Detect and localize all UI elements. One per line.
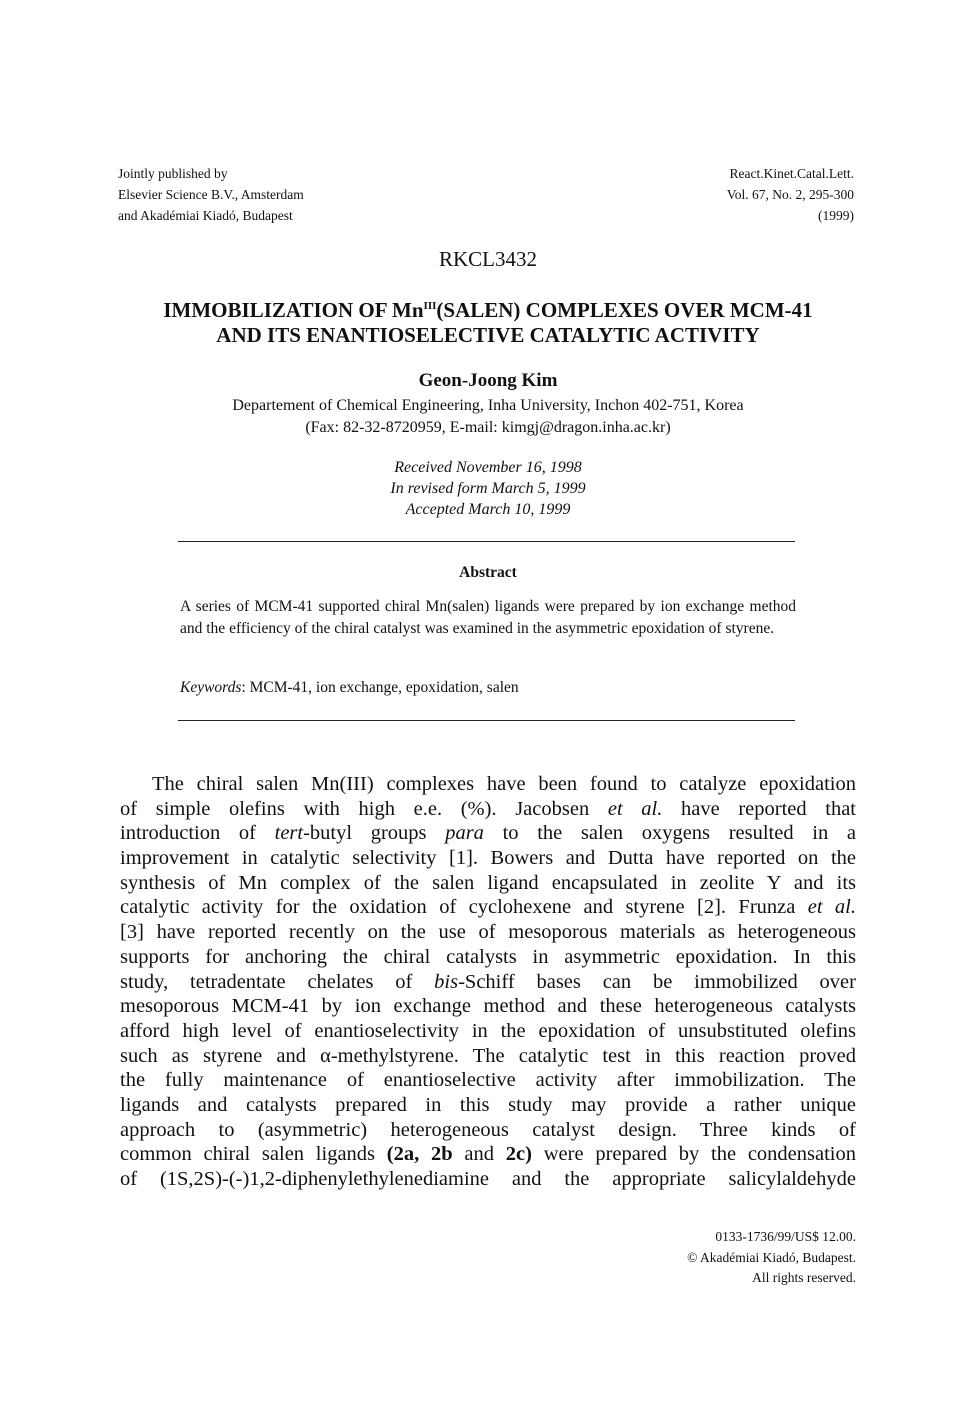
body-line xyxy=(120,846,856,871)
body-text-segment: supports for anchoring the chiral catalysts in asymmetric epoxidation. In this xyxy=(120,945,856,968)
affiliation xyxy=(0,395,976,439)
body-text-segment: improvement in catalytic selectivity [1]. Bowers and Dutta have reported on the xyxy=(120,847,856,870)
body-text-segment: -butyl groups xyxy=(303,822,446,845)
body-text-segment: tert xyxy=(274,822,304,845)
journal-info xyxy=(727,163,854,226)
body-text-segment: The chiral salen Mn(III) complexes have been found to catalyze epoxidation xyxy=(152,773,856,795)
dates xyxy=(0,457,976,520)
body-line xyxy=(120,970,856,995)
body-text-segment: of simple olefins with high e.e. (%). Jacobsen xyxy=(120,797,608,820)
author: Geon-Joong Kim xyxy=(418,370,558,391)
paper-title xyxy=(0,294,976,348)
body-line xyxy=(120,1044,856,1069)
keywords-label: Keywords xyxy=(180,679,242,696)
title-line-1 xyxy=(0,294,976,323)
body-line xyxy=(120,871,856,896)
body-text-segment: bis xyxy=(434,970,459,993)
affiliation-line: Departement of Chemical Engineering, Inha University, Inchon 402-751, Korea xyxy=(232,397,744,414)
body-line xyxy=(120,1093,856,1118)
body-text-segment: para xyxy=(445,822,484,845)
revised-date: In revised form March 5, 1999 xyxy=(390,480,586,497)
body-line xyxy=(120,1019,856,1044)
body-text-segment: study, tetradentate chelates of xyxy=(120,970,435,993)
body-text-segment: mesoporous MCM-41 by ion exchange method and these heterogeneous catalysts xyxy=(120,995,856,1018)
body-line xyxy=(120,821,856,846)
body-text-segment: common chiral salen ligands xyxy=(120,1143,387,1166)
footer-line: All rights reserved. xyxy=(752,1270,856,1285)
publisher-line: Elsevier Science B.V., Amsterdam xyxy=(118,187,304,202)
footer-line: 0133-1736/99/US$ 12.00. xyxy=(715,1229,856,1244)
body-text-segment: catalytic activity for the oxidation of cyclohexene and styrene [2]. Frunza xyxy=(120,896,808,919)
body-text-segment: [3] have reported recently on the use of mesoporous materials as heterogeneous xyxy=(120,921,856,944)
journal-line: (1999) xyxy=(818,208,854,223)
journal-line: React.Kinet.Catal.Lett. xyxy=(729,166,854,181)
body-line xyxy=(120,1167,856,1192)
body-text-segment: ligands and catalysts prepared in this study may provide a rather unique xyxy=(120,1093,856,1116)
body-line xyxy=(120,895,856,920)
body-text-segment: the fully maintenance of enantioselective activity after immobilization. The xyxy=(120,1069,856,1092)
divider xyxy=(178,541,795,542)
publisher-line: Jointly published by xyxy=(118,166,228,181)
body-line xyxy=(120,772,856,797)
title-line-2: AND ITS ENANTIOSELECTIVE CATALYTIC ACTIVITY xyxy=(216,323,760,347)
body-text-segment: approach to (asymmetric) heterogeneous catalyst design. Three kinds of xyxy=(120,1118,856,1141)
abstract-text: A series of MCM-41 supported chiral Mn(salen) ligands were prepared by ion exchange method and the efficiency of the chiral catalyst was examined in the asymmetric epoxidation of styrene. xyxy=(180,598,796,637)
keywords xyxy=(180,679,519,697)
body-text-segment: (2a, 2b xyxy=(386,1143,453,1166)
title-text: IMMOBILIZATION OF Mn xyxy=(163,298,424,322)
journal-line: Vol. 67, No. 2, 295-300 xyxy=(726,187,854,202)
body-text xyxy=(120,772,856,1192)
accepted-date: Accepted March 10, 1999 xyxy=(405,501,571,518)
body-text-segment: synthesis of Mn complex of the salen ligand encapsulated in zeolite Y and its xyxy=(120,871,856,894)
body-text-segment: afford high level of enantioselectivity in the epoxidation of unsubstituted olefins xyxy=(120,1019,856,1042)
body-line xyxy=(120,945,856,970)
copyright-footer xyxy=(687,1227,856,1289)
body-text-segment: to the salen oxygens resulted in a xyxy=(483,822,856,845)
body-text-segment: 2c) xyxy=(505,1143,532,1166)
keywords-list: : MCM-41, ion exchange, epoxidation, salen xyxy=(241,679,519,696)
article-code: RKCL3432 xyxy=(438,247,537,271)
divider xyxy=(178,720,795,721)
body-text-segment: and xyxy=(452,1143,506,1166)
body-line xyxy=(120,1118,856,1143)
footer-line: © Akadémiai Kiadó, Budapest. xyxy=(687,1249,856,1265)
body-line xyxy=(120,797,856,822)
body-line xyxy=(120,994,856,1019)
body-text-segment: were prepared by the condensation xyxy=(531,1143,856,1166)
body-line xyxy=(120,1068,856,1093)
publisher-line: and Akadémiai Kiadó, Budapest xyxy=(118,208,293,223)
body-text-segment: et al. xyxy=(807,896,856,919)
title-text: (SALEN) COMPLEXES OVER MCM-41 xyxy=(436,298,813,322)
body-line xyxy=(120,1142,856,1167)
body-text-segment: et al. xyxy=(607,797,663,820)
publisher-info xyxy=(118,163,304,226)
title-superscript: III xyxy=(423,300,437,312)
body-text-segment: introduction of xyxy=(120,822,275,845)
body-text-segment: have reported that xyxy=(662,797,857,820)
body-text-segment: of (1S,2S)-(-)1,2-diphenylethylenediamine and the appropriate salicylaldehyde xyxy=(120,1168,856,1190)
body-text-segment: such as styrene and α-methylstyrene. The catalytic test in this reaction proved xyxy=(120,1044,856,1067)
affiliation-contact: (Fax: 82-32-8720959, E-mail: kimgj@dragon.inha.ac.kr) xyxy=(305,419,671,436)
received-date: Received November 16, 1998 xyxy=(394,459,582,476)
body-line xyxy=(120,920,856,945)
abstract-heading: Abstract xyxy=(459,564,517,581)
body-text-segment: -Schiff bases can be immobilized over xyxy=(458,970,856,993)
